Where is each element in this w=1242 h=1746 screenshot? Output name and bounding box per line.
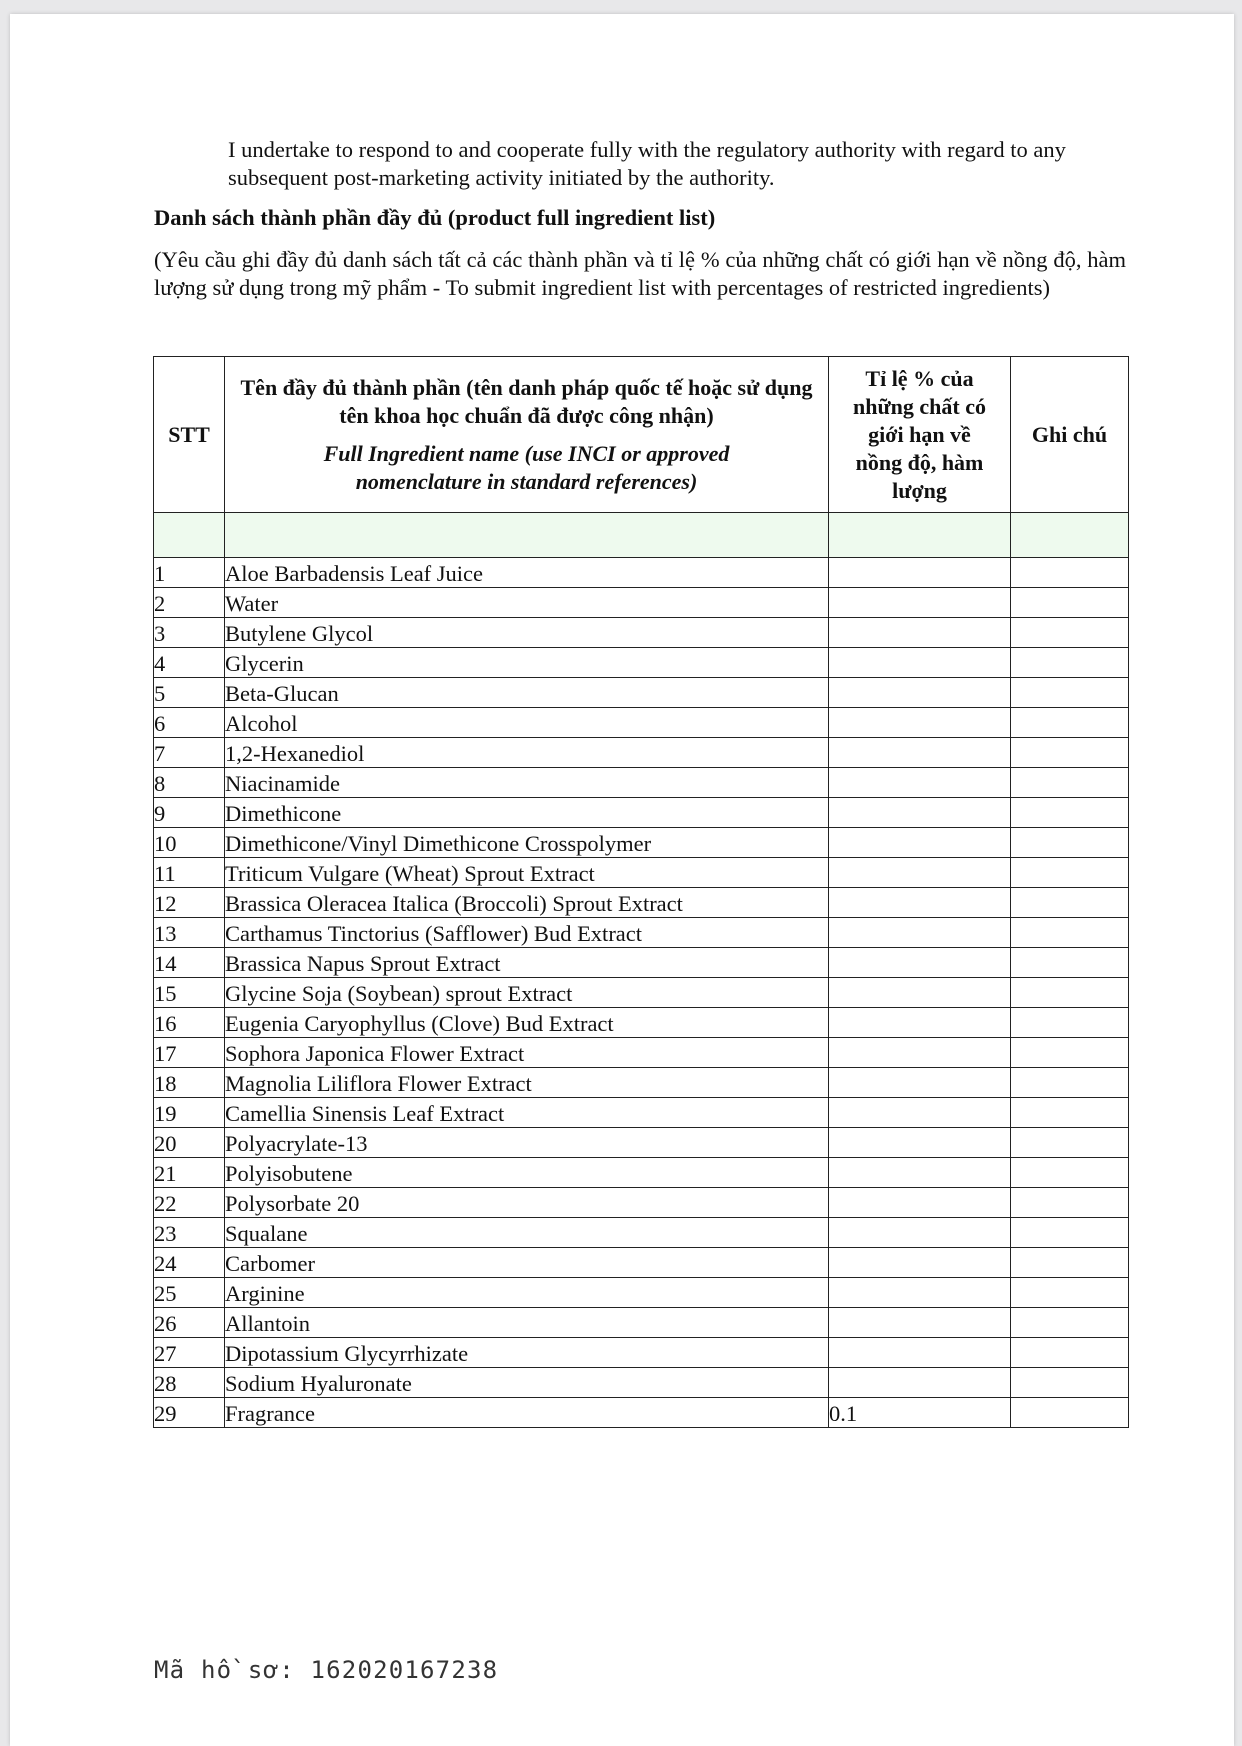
row-number: 23: [154, 1218, 225, 1248]
percentage-value: [829, 1308, 1011, 1338]
row-number: 11: [154, 858, 225, 888]
table-row: [154, 1068, 1129, 1098]
row-number: 2: [154, 588, 225, 618]
ingredient-name: Polysorbate 20: [225, 1188, 829, 1218]
ingredient-name: Water: [225, 588, 829, 618]
table-row: [154, 1248, 1129, 1278]
table-row: [154, 678, 1129, 708]
note-cell: [1011, 948, 1129, 978]
percentage-value: [829, 1338, 1011, 1368]
file-code: Mã hồ sơ: 162020167238: [154, 1656, 499, 1684]
ingredient-name: Aloe Barbadensis Leaf Juice: [225, 558, 829, 588]
percentage-value: [829, 1068, 1011, 1098]
instruction-text: (Yêu cầu ghi đầy đủ danh sách tất cả các thành phần và tỉ lệ % của những chất có giới hạn về nồng độ, hàm lượng sử dụng trong mỹ phẩm - To submit ingredient list with percentages of restricted ingredients): [154, 247, 1126, 300]
row-number: 9: [154, 798, 225, 828]
ingredient-name: Carbomer: [225, 1248, 829, 1278]
note-cell: [1011, 1248, 1129, 1278]
percentage-value: [829, 828, 1011, 858]
row-number: 10: [154, 828, 225, 858]
table-row: [154, 1308, 1129, 1338]
section-title: Danh sách thành phần đầy đủ (product full ingredient list): [154, 205, 716, 230]
table-row: [154, 1158, 1129, 1188]
row-number: 27: [154, 1338, 225, 1368]
note-cell: [1011, 618, 1129, 648]
table-row: [154, 1368, 1129, 1398]
row-number: 3: [154, 618, 225, 648]
ingredient-name: Sophora Japonica Flower Extract: [225, 1038, 829, 1068]
row-number: 28: [154, 1368, 225, 1398]
percentage-value: [829, 1128, 1011, 1158]
percentage-value: [829, 738, 1011, 768]
ingredient-name: Eugenia Caryophyllus (Clove) Bud Extract: [225, 1008, 829, 1038]
ingredient-name: Glycine Soja (Soybean) sprout Extract: [225, 978, 829, 1008]
table-row: [154, 1398, 1129, 1428]
note-cell: [1011, 1038, 1129, 1068]
percentage-value: [829, 888, 1011, 918]
row-number: 4: [154, 648, 225, 678]
percentage-value: [829, 588, 1011, 618]
note-cell: [1011, 978, 1129, 1008]
percentage-value: [829, 1098, 1011, 1128]
undertaking-statement: I undertake to respond to and cooperate fully with the regulatory authority with regard to any subsequent post-marketing activity initiated by the authority.: [228, 137, 1066, 190]
table-row: [154, 828, 1129, 858]
note-cell: [1011, 1218, 1129, 1248]
row-number: 7: [154, 738, 225, 768]
ingredient-name: Dimethicone/Vinyl Dimethicone Crosspolymer: [225, 828, 829, 858]
row-number: 13: [154, 918, 225, 948]
ingredient-table-body: [154, 513, 1129, 1428]
note-cell: [1011, 648, 1129, 678]
percentage-value: [829, 1008, 1011, 1038]
ingredient-name: Glycerin: [225, 648, 829, 678]
table-row: [154, 948, 1129, 978]
percentage-value: [829, 948, 1011, 978]
percentage-value: [829, 558, 1011, 588]
row-number: 12: [154, 888, 225, 918]
percentage-value: [829, 858, 1011, 888]
percentage-value: [829, 978, 1011, 1008]
note-cell: [1011, 1188, 1129, 1218]
row-number: 21: [154, 1158, 225, 1188]
ingredient-name: Dimethicone: [225, 798, 829, 828]
table-header-row: [154, 357, 1129, 513]
header-ingredient-name: [225, 357, 829, 513]
table-row: [154, 768, 1129, 798]
note-cell: [1011, 1278, 1129, 1308]
row-number: 8: [154, 768, 225, 798]
row-number: 17: [154, 1038, 225, 1068]
table-row: [154, 1218, 1129, 1248]
note-cell: [1011, 1368, 1129, 1398]
note-cell: [1011, 738, 1129, 768]
note-cell: [1011, 1338, 1129, 1368]
note-cell: [1011, 708, 1129, 738]
ingredient-name: Beta-Glucan: [225, 678, 829, 708]
table-row: [154, 1128, 1129, 1158]
row-number: 26: [154, 1308, 225, 1338]
row-number: 22: [154, 1188, 225, 1218]
document-page: [10, 14, 1234, 1746]
ingredient-name: Squalane: [225, 1218, 829, 1248]
header-name-en: Full Ingredient name (use INCI or approved nomenclature in standard references): [323, 440, 730, 494]
note-cell: [1011, 1398, 1129, 1428]
note-cell: [1011, 918, 1129, 948]
percentage-value: [829, 678, 1011, 708]
empty-cell: [225, 513, 829, 558]
ingredient-name: Alcohol: [225, 708, 829, 738]
table-row: [154, 1098, 1129, 1128]
empty-cell: [1011, 513, 1129, 558]
percentage-value: [829, 1218, 1011, 1248]
ingredient-name: Niacinamide: [225, 768, 829, 798]
percentage-value: [829, 1158, 1011, 1188]
empty-cell: [154, 513, 225, 558]
ingredient-name: Brassica Napus Sprout Extract: [225, 948, 829, 978]
note-cell: [1011, 1308, 1129, 1338]
row-number: 29: [154, 1398, 225, 1428]
ingredient-name: Polyacrylate-13: [225, 1128, 829, 1158]
header-percent: Tỉ lệ % của những chất có giới hạn về nồng độ, hàm lượng: [829, 357, 1011, 513]
note-cell: [1011, 828, 1129, 858]
table-row: [154, 798, 1129, 828]
ingredient-name: Arginine: [225, 1278, 829, 1308]
ingredient-name: Dipotassium Glycyrrhizate: [225, 1338, 829, 1368]
ingredient-name: Allantoin: [225, 1308, 829, 1338]
table-row: [154, 1008, 1129, 1038]
table-row: [154, 978, 1129, 1008]
percentage-value: [829, 1188, 1011, 1218]
percentage-value: [829, 708, 1011, 738]
ingredient-name: Triticum Vulgare (Wheat) Sprout Extract: [225, 858, 829, 888]
percentage-value: [829, 648, 1011, 678]
note-cell: [1011, 558, 1129, 588]
percentage-value: [829, 618, 1011, 648]
highlight-empty-row: [154, 513, 1129, 558]
note-cell: [1011, 1128, 1129, 1158]
percentage-value: [829, 1368, 1011, 1398]
row-number: 5: [154, 678, 225, 708]
header-stt: STT: [154, 357, 225, 513]
percentage-value: 0.1: [829, 1398, 1011, 1428]
table-row: [154, 1338, 1129, 1368]
ingredient-name: Brassica Oleracea Italica (Broccoli) Sprout Extract: [225, 888, 829, 918]
row-number: 24: [154, 1248, 225, 1278]
percentage-value: [829, 1278, 1011, 1308]
row-number: 1: [154, 558, 225, 588]
table-row: [154, 1038, 1129, 1068]
table-row: [154, 558, 1129, 588]
note-cell: [1011, 858, 1129, 888]
ingredient-name: 1,2-Hexanediol: [225, 738, 829, 768]
row-number: 25: [154, 1278, 225, 1308]
empty-cell: [829, 513, 1011, 558]
note-cell: [1011, 768, 1129, 798]
row-number: 18: [154, 1068, 225, 1098]
note-cell: [1011, 1008, 1129, 1038]
ingredient-name: Magnolia Liliflora Flower Extract: [225, 1068, 829, 1098]
ingredient-name: Camellia Sinensis Leaf Extract: [225, 1098, 829, 1128]
note-cell: [1011, 888, 1129, 918]
table-row: [154, 708, 1129, 738]
table-row: [154, 618, 1129, 648]
row-number: 6: [154, 708, 225, 738]
table-row: [154, 888, 1129, 918]
percentage-value: [829, 798, 1011, 828]
table-row: [154, 648, 1129, 678]
note-cell: [1011, 798, 1129, 828]
note-cell: [1011, 588, 1129, 618]
row-number: 16: [154, 1008, 225, 1038]
note-cell: [1011, 1098, 1129, 1128]
table-row: [154, 738, 1129, 768]
table-row: [154, 858, 1129, 888]
ingredient-name: Carthamus Tinctorius (Safflower) Bud Extract: [225, 918, 829, 948]
percentage-value: [829, 1248, 1011, 1278]
ingredient-table: [153, 356, 1129, 1428]
ingredient-name: Sodium Hyaluronate: [225, 1368, 829, 1398]
header-name-vi: Tên đầy đủ thành phần (tên danh pháp quốc tế hoặc sử dụng tên khoa học chuẩn đã được công nhận): [240, 374, 813, 428]
percentage-value: [829, 1038, 1011, 1068]
table-row: [154, 588, 1129, 618]
ingredient-name: Fragrance: [225, 1398, 829, 1428]
percentage-value: [829, 918, 1011, 948]
note-cell: [1011, 678, 1129, 708]
row-number: 19: [154, 1098, 225, 1128]
header-note: Ghi chú: [1011, 357, 1129, 513]
percentage-value: [829, 768, 1011, 798]
ingredient-name: Butylene Glycol: [225, 618, 829, 648]
table-row: [154, 918, 1129, 948]
note-cell: [1011, 1158, 1129, 1188]
ingredient-name: Polyisobutene: [225, 1158, 829, 1188]
table-row: [154, 1188, 1129, 1218]
note-cell: [1011, 1068, 1129, 1098]
table-row: [154, 1278, 1129, 1308]
row-number: 14: [154, 948, 225, 978]
row-number: 15: [154, 978, 225, 1008]
row-number: 20: [154, 1128, 225, 1158]
